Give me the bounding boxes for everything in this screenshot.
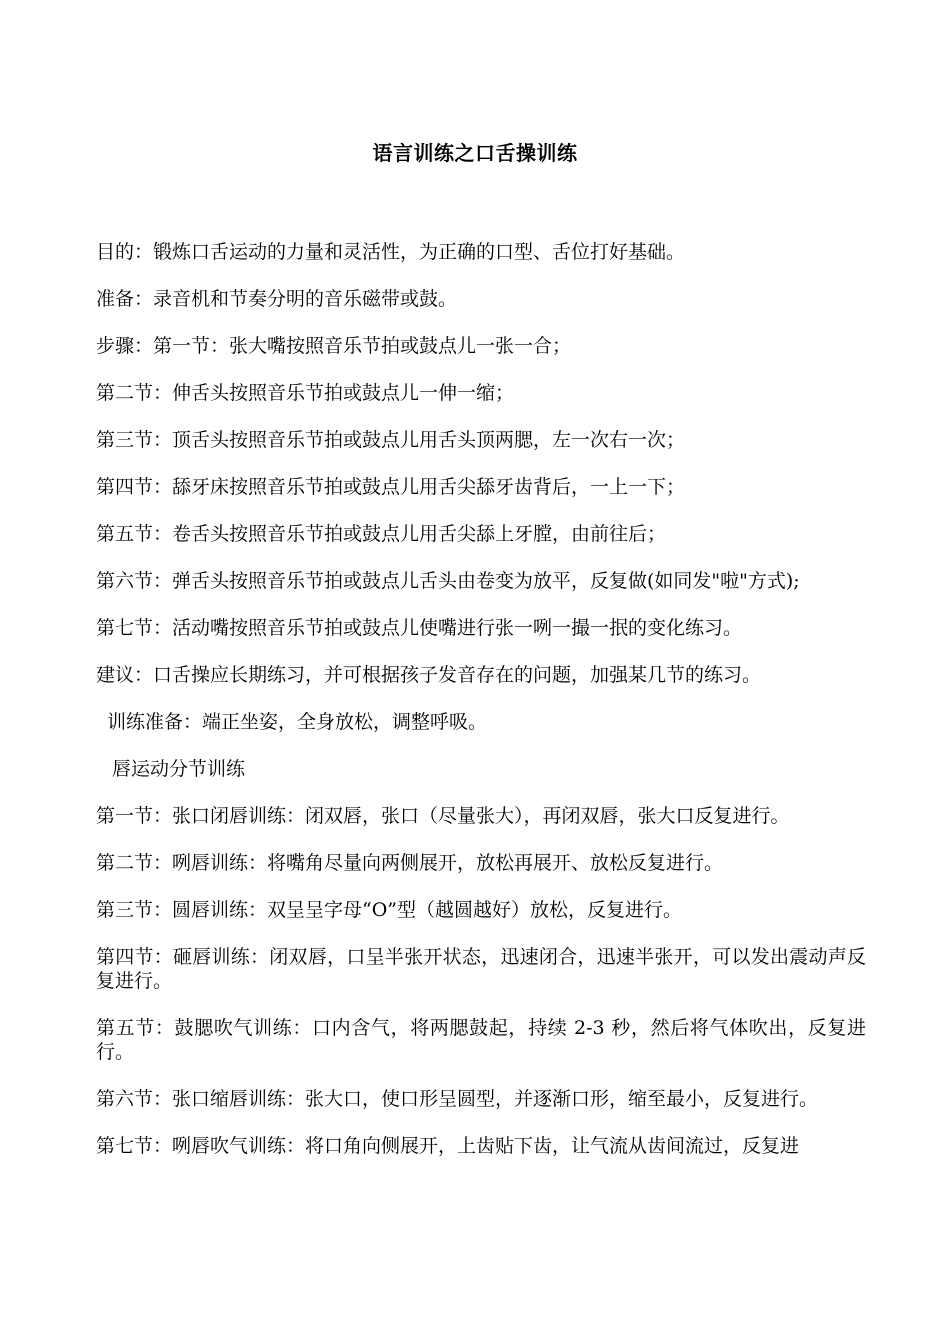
paragraph-lip-4: 第四节：砸唇训练：闭双唇，口呈半张开状态，迅速闭合，迅速半张开，可以发出震动声反复进行。 bbox=[96, 946, 866, 992]
paragraph-section-6: 第六节：弹舌头按照音乐节拍或鼓点儿舌头由卷变为放平，反复做(如同发"啦"方式); bbox=[96, 570, 800, 592]
paragraph-lip-2: 第二节：咧唇训练：将嘴角尽量向两侧展开，放松再展开、放松反复进行。 bbox=[96, 852, 724, 874]
paragraph-training-prep: 训练准备：端正坐姿，全身放松，调整呼吸。 bbox=[107, 711, 488, 733]
document-title: 语言训练之口舌操训练 bbox=[372, 141, 578, 165]
paragraph-lip-7: 第七节：咧唇吹气训练：将口角向侧展开，上齿贴下齿，让气流从齿间流过，反复进 bbox=[96, 1135, 800, 1157]
paragraph-lip-5: 第五节：鼓腮吹气训练：口内含气，将两腮鼓起，持续 2-3 秒，然后将气体吹出，反复进行。 bbox=[96, 1017, 866, 1063]
document-body bbox=[96, 240, 866, 1158]
paragraph-lip-3: 第三节：圆唇训练：双呈呈字母“O”型（越圆越好）放松，反复进行。 bbox=[96, 899, 683, 921]
paragraph-section-3: 第三节：顶舌头按照音乐节拍或鼓点儿用舌头顶两腮，左一次右一次； bbox=[96, 429, 686, 451]
paragraph-lip-1: 第一节：张口闭唇训练：闭双唇，张口（尽量张大），再闭双唇，张大口反复进行。 bbox=[96, 805, 790, 827]
paragraph-section-2: 第二节：伸舌头按照音乐节拍或鼓点儿一伸一缩； bbox=[96, 382, 515, 404]
paragraph-section-5: 第五节：卷舌头按照音乐节拍或鼓点儿用舌尖舔上牙膛，由前往后； bbox=[96, 523, 667, 545]
paragraph-steps: 步骤：第一节：张大嘴按照音乐节拍或鼓点儿一张一合； bbox=[96, 335, 572, 357]
paragraph-section-7: 第七节：活动嘴按照音乐节拍或鼓点儿使嘴进行张一咧一撮一抿的变化练习。 bbox=[96, 617, 743, 639]
paragraph-section-4: 第四节：舔牙床按照音乐节拍或鼓点儿用舌尖舔牙齿背后，一上一下； bbox=[96, 476, 686, 498]
paragraph-preparation: 准备：录音机和节奏分明的音乐磁带或鼓。 bbox=[96, 288, 458, 310]
paragraph-lip-heading: 唇运动分节训练 bbox=[112, 758, 246, 780]
paragraph-suggestion: 建议：口舌操应长期练习，并可根据孩子发音存在的问题，加强某几节的练习。 bbox=[96, 664, 762, 686]
paragraph-purpose: 目的：锻炼口舌运动的力量和灵活性，为正确的口型、舌位打好基础。 bbox=[96, 241, 686, 263]
paragraph-lip-6: 第六节：张口缩唇训练：张大口，使口形呈圆型，并逐渐口形，缩至最小，反复进行。 bbox=[96, 1088, 819, 1110]
